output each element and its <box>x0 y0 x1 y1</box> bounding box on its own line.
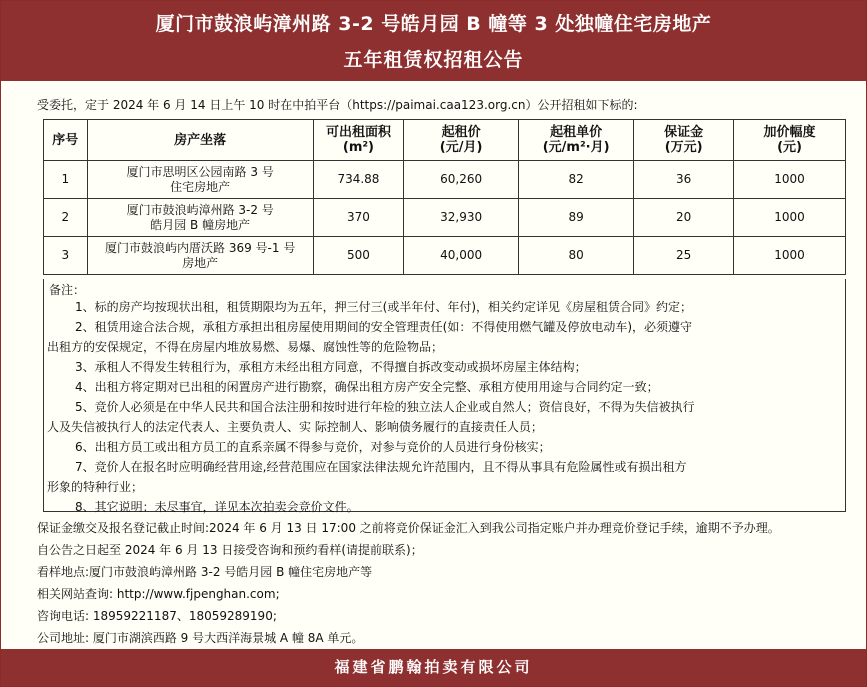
header-rent: 起租价 (元/月) <box>404 120 519 161</box>
cell-deposit: 36 <box>634 161 734 199</box>
table-header-row <box>44 120 846 161</box>
cell-unit-price: 82 <box>519 161 634 199</box>
deposit-deadline: 保证金缴交及报名登记截止时间:2024 年 6 月 13 日 17:00 之前将竞价保证金汇入到我公司指定账户并办理竞价登记手续，逾期不予办理。 <box>37 521 780 535</box>
cell-increment: 1000 <box>734 237 846 275</box>
title-banner <box>1 1 866 81</box>
note-item: 6、出租方员工或出租方员工的直系亲属不得参与竞价，对参与竞价的人员进行身份核实； <box>75 440 551 454</box>
cell-rent: 40,000 <box>404 237 519 275</box>
table-row <box>44 199 846 237</box>
table-row <box>44 237 846 275</box>
company-address: 公司地址: 厦门市湖滨西路 9 号大西洋海景城 A 幢 8A 单元。 <box>37 631 364 645</box>
header-location: 房产坐落 <box>87 120 313 161</box>
cell-area: 734.88 <box>313 161 403 199</box>
note-item-continued: 出租方的安保规定，不得在房屋内堆放易燃、易爆、腐蚀性等的危险物品； <box>47 340 444 354</box>
notes-section <box>43 279 846 512</box>
cell-location: 厦门市思明区公园南路 3 号 住宅房地产 <box>87 161 313 199</box>
phone-numbers: 咨询电话: 18959221187、18059289190; <box>37 609 277 623</box>
cell-seq: 2 <box>44 199 88 237</box>
header-deposit: 保证金 (万元) <box>634 120 734 161</box>
note-item: 8、其它说明：未尽事宜，详见本次拍卖会竞价文件。 <box>75 500 359 514</box>
consult-period: 自公告之日起至 2024 年 6 月 13 日接受咨询和预约看样(请提前联系)； <box>37 543 423 557</box>
cell-location: 厦门市鼓浪屿内厝沃路 369 号-1 号 房地产 <box>87 237 313 275</box>
cell-unit-price: 89 <box>519 199 634 237</box>
cell-seq: 3 <box>44 237 88 275</box>
note-item: 4、出租方将定期对已出租的闲置房产进行勘察，确保出租方房产安全完整、承租方使用用途与合同约定一致； <box>75 380 659 394</box>
table-row <box>44 161 846 199</box>
cell-deposit: 20 <box>634 199 734 237</box>
note-item: 2、租赁用途合法合规，承租方承担出租房屋使用期间的安全管理责任(如：不得使用燃气罐及停放电动车)，必须遵守 <box>75 320 693 334</box>
title-line-1: 厦门市鼓浪屿漳州路 3-2 号皓月园 B 幢等 3 处独幢住宅房地产 <box>155 13 712 35</box>
cell-rent: 60,260 <box>404 161 519 199</box>
company-footer: 福建省鹏翰拍卖有限公司 <box>1 649 866 686</box>
website-link[interactable]: 相关网站查询: http://www.fjpenghan.com; <box>37 587 280 601</box>
cell-location: 厦门市鼓浪屿漳州路 3-2 号 皓月园 B 幢房地产 <box>87 199 313 237</box>
note-item: 1、标的房产均按现状出租，租赁期限均为五年，押三付三(或半年付、年付)，相关约定详见《房屋租赁合同》约定； <box>75 300 693 314</box>
note-item-continued: 人及失信被执行人的法定代表人、主要负责人、实 际控制人、影响债务履行的直接责任人员； <box>47 420 543 434</box>
viewing-location: 看样地点:厦门市鼓浪屿漳州路 3-2 号皓月园 B 幢住宅房地产等 <box>37 565 373 579</box>
cell-area: 500 <box>313 237 403 275</box>
header-increment: 加价幅度 (元) <box>734 120 846 161</box>
notes-label: 备注： <box>49 283 86 297</box>
cell-increment: 1000 <box>734 199 846 237</box>
listing-table <box>43 119 846 275</box>
cell-rent: 32,930 <box>404 199 519 237</box>
header-unit-price: 起租单价 (元/m²·月) <box>519 120 634 161</box>
cell-area: 370 <box>313 199 403 237</box>
cell-unit-price: 80 <box>519 237 634 275</box>
title-line-2: 五年租赁权招租公告 <box>343 49 524 71</box>
cell-deposit: 25 <box>634 237 734 275</box>
header-seq: 序号 <box>44 120 88 161</box>
note-item: 5、竞价人必须是在中华人民共和国合法注册和按时进行年检的独立法人企业或自然人；资信良好，不得为失信被执行 <box>75 400 695 414</box>
cell-increment: 1000 <box>734 161 846 199</box>
note-item: 7、竞价人在报名时应明确经营用途,经营范围应在国家法律法规允许范围内，且不得从事具有危险属性或有损出租方 <box>75 460 687 474</box>
cell-seq: 1 <box>44 161 88 199</box>
note-item: 3、承租人不得发生转租行为，承租方未经出租方同意，不得擅自拆改变动或损坏房屋主体结构； <box>75 360 587 374</box>
note-item-continued: 形象的特种行业； <box>47 480 144 494</box>
intro-text: 受委托，定于 2024 年 6 月 14 日上午 10 时在中拍平台（https://paimai.caa123.org.cn）公开招租如下标的: <box>37 98 638 112</box>
header-area: 可出租面积 (m²) <box>313 120 403 161</box>
